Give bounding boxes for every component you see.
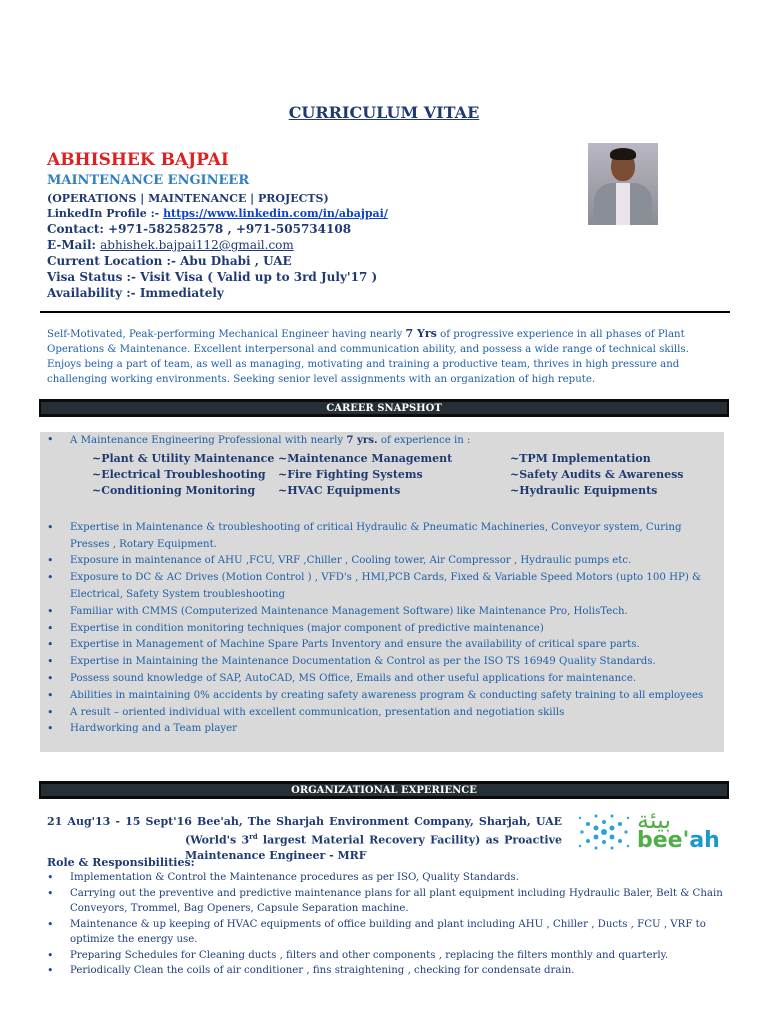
contact-line: Contact: +971-582582578 , +971-505734108 (47, 222, 352, 236)
logo-latin-text (637, 828, 720, 853)
snapshot-bullet: • Possess sound knowledge of SAP, AutoCAD, MS Office, Emails and other useful applications for maintenance. (40, 671, 724, 688)
availability-line: Availability :- Immediately (47, 286, 224, 300)
snapshot-bullet: • Exposure in maintenance of AHU ,FCU, VRF ,Chiller , Cooling tower, Air Compressor , Hydraulic pumps etc. (40, 553, 724, 570)
logo-latin-b: ah (689, 828, 720, 853)
roles-list (47, 870, 727, 979)
intro-years: 7 yrs. (346, 434, 378, 446)
snapshot-bullet: • Expertise in Maintenance & troubleshooting of critical Hydraulic & Pneumatic Machineries, Conveyor system, Curing Presses , Rotary Equipment. (40, 520, 724, 554)
skill-item: ~Plant & Utility Maintenance (92, 451, 275, 465)
email-label: E-Mail: (47, 238, 101, 252)
skill-item: ~Fire Fighting Systems (278, 467, 423, 481)
skill-item: ~Hydraulic Equipments (510, 483, 658, 497)
intro-text-1: A Maintenance Engineering Professional with nearly (70, 435, 347, 446)
profile-summary (47, 326, 722, 387)
exp-line2-sup: rd (249, 832, 258, 841)
snapshot-bullets (40, 520, 724, 738)
role-item: • Implementation & Control the Maintenance procedures as per ISO, Quality Standards. (47, 870, 727, 886)
experience-line-1: 21 Aug'13 - 15 Sept'16 Bee'ah, The Sharjah Environment Company, Sharjah, UAE (47, 815, 562, 828)
snapshot-bullet: • Expertise in Maintaining the Maintenance Documentation & Control as per the ISO TS 16949 Quality Standards. (40, 654, 724, 671)
job-title: MAINTENANCE ENGINEER (47, 173, 250, 188)
logo-dots-icon (574, 808, 634, 856)
snapshot-intro-list (40, 432, 724, 450)
company-logo (574, 806, 719, 856)
document-title: CURRICULUM VITAE (288, 103, 480, 122)
linkedin-label: LinkedIn Profile :- (47, 207, 164, 220)
skill-item: ~HVAC Equipments (278, 483, 401, 497)
experience-heading-text: ORGANIZATIONAL EXPERIENCE (41, 784, 727, 796)
candidate-name: ABHISHEK BAJPAI (47, 150, 229, 170)
role-item: • Preparing Schedules for Cleaning ducts , filters and other components , replacing the filters monthly and quarterly. (47, 948, 727, 964)
role-item: • Periodically Clean the coils of air conditioner , fins straightening , checking for condensate drain. (47, 963, 727, 979)
snapshot-bullet: • Exposure to DC & AC Drives (Motion Control ) , VFD's , HMI,PCB Cards, Fixed & Variable Speed Motors (upto 100 HP) & Electrical, Safety System troubleshooting (40, 570, 724, 604)
skills-grid (92, 451, 724, 499)
snapshot-bullet: • Abilities in maintaining 0% accidents by creating safety awareness program & conducting safety training to all employees (40, 688, 724, 705)
experience-heading (39, 781, 729, 799)
snapshot-intro (40, 432, 724, 450)
roles-heading: Role & Responsibilities: (47, 856, 195, 869)
roles-section (47, 856, 727, 979)
snapshot-bullet: • Expertise in Management of Machine Spare Parts Inventory and ensure the availability of critical spare parts. (40, 637, 724, 654)
header (47, 150, 567, 301)
exp-line2-b: largest Material Recovery Facility) as Proactive (257, 833, 562, 847)
skill-item: ~Electrical Troubleshooting (92, 467, 266, 481)
email-link[interactable]: abhishek.bajpai112@gmail.com (100, 238, 294, 252)
logo-arabic-text: بيئة (637, 806, 672, 834)
experience-line-2 (47, 829, 562, 848)
profile-photo (588, 143, 658, 225)
experience-line-3: Maintenance Engineer - MRF (185, 848, 367, 862)
tagline: (OPERATIONS | MAINTENANCE | PROJECTS) (47, 192, 329, 205)
summary-text-1: Self-Motivated, Peak-performing Mechanical Engineer having nearly (47, 329, 406, 340)
logo-latin-a: bee' (637, 828, 690, 853)
intro-text-2: of experience in : (377, 435, 471, 446)
skill-item: ~TPM Implementation (510, 451, 651, 465)
header-divider (40, 311, 730, 313)
role-item: • Carrying out the preventive and predictive maintenance plans for all plant equipment including Hydraulic Baler, Belt & Chain Conveyors, Trommel, Bag Openers, Capsule Separation machine. (47, 886, 727, 917)
summary-text-2: of progressive experience in all phases of Plant Operations & Maintenance. Excellent interpersonal and communication ability, and possess a wide range of technical skills. Enjoys being a part of team, as well as managing, motivating and training a productive team, thrives in high pressure and challenging working environments. Seeking senior level assignments with an organization of high repute. (47, 329, 689, 385)
snapshot-bullet: • Expertise in condition monitoring techniques (major component of predictive maintenance) (40, 621, 724, 638)
career-snapshot-heading (39, 399, 729, 417)
skill-item: ~Conditioning Monitoring (92, 483, 256, 497)
role-item: • Maintenance & up keeping of HVAC equipments of office building and plant including AHU , Chiller , Ducts , FCU , VRF to optimize the energy use. (47, 917, 727, 948)
exp-line2-a: (World's 3 (185, 833, 250, 847)
career-snapshot-heading-text: CAREER SNAPSHOT (41, 402, 727, 414)
skill-item: ~Safety Audits & Awareness (510, 467, 684, 481)
career-snapshot-section (40, 432, 724, 752)
summary-years: 7 Yrs (405, 327, 437, 340)
email-line (47, 237, 567, 253)
snapshot-bullet: • Familiar with CMMS (Computerized Maintenance Management Software) like Maintenance Pro, HolisTech. (40, 604, 724, 621)
snapshot-bullet: • Hardworking and a Team player (40, 721, 724, 738)
skill-item: ~Maintenance Management (278, 451, 453, 465)
visa-line: Visa Status :- Visit Visa ( Valid up to 3rd July'17 ) (47, 270, 378, 284)
linkedin-line (47, 206, 567, 221)
location-line: Current Location :- Abu Dhabi , UAE (47, 254, 292, 268)
snapshot-bullet: • A result – oriented individual with excellent communication, presentation and negotiation skills (40, 705, 724, 722)
linkedin-link[interactable]: https://www.linkedin.com/in/abajpai/ (163, 207, 388, 220)
